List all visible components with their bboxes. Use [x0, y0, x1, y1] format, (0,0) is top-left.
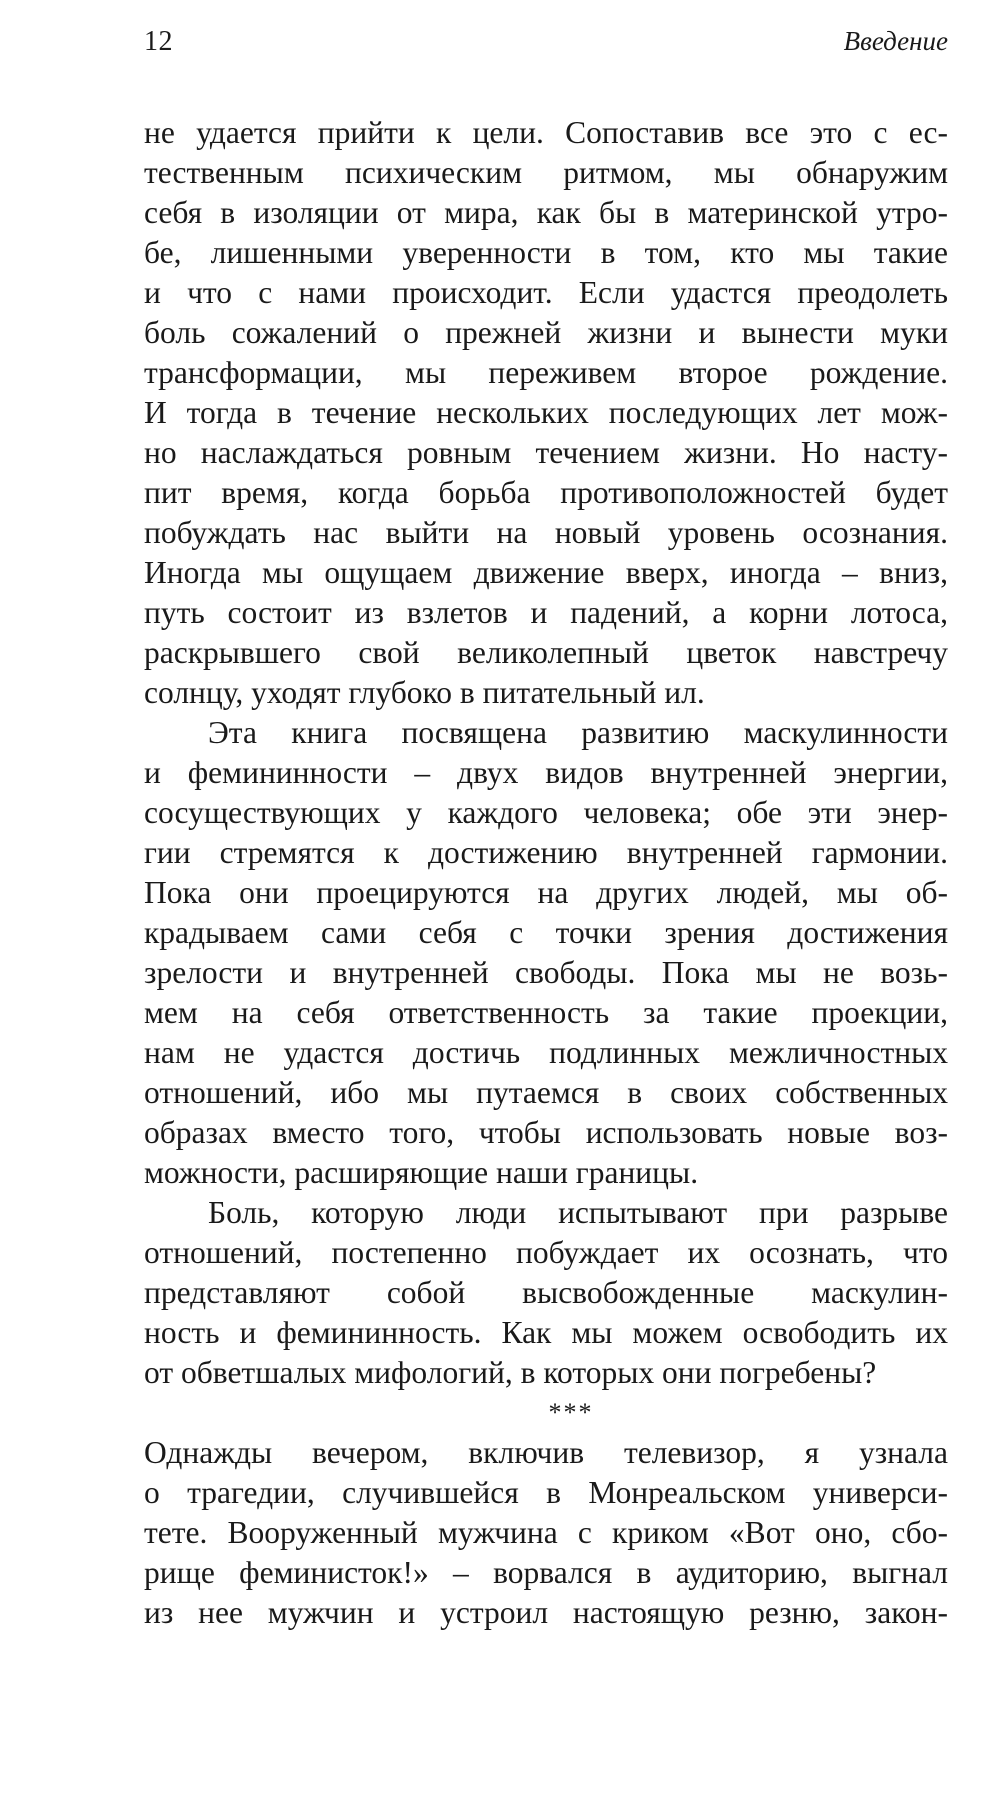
- text-line: рище феминисток!» – ворвался в аудиторию, выгнал: [144, 1555, 948, 1590]
- text-line: и фемининности – двух видов внутренней энергии,: [144, 755, 948, 790]
- paragraph-3: [144, 1193, 948, 1393]
- text-line: раскрывшего свой великолепный цветок навстречу: [144, 635, 948, 670]
- text-line: зрелости и внутренней свободы. Пока мы не возь-: [144, 955, 948, 990]
- text-line: и что с нами происходит. Если удастся преодолеть: [144, 275, 948, 310]
- text-line: нам не удастся достичь подлинных межличностных: [144, 1035, 948, 1070]
- text-line: отношений, постепенно побуждает их осознать, что: [144, 1235, 948, 1270]
- text-line: Пока они проецируются на других людей, мы об-: [144, 875, 948, 910]
- text-line: отношений, ибо мы путаемся в своих собственных: [144, 1075, 948, 1110]
- text-line: боль сожалений о прежней жизни и вынести муки: [144, 315, 948, 350]
- text-line: о трагедии, случившейся в Монреальском универси-: [144, 1475, 948, 1510]
- text-line: Однажды вечером, включив телевизор, я узнала: [144, 1435, 948, 1470]
- text-line: из нее мужчин и устроил настоящую резню, закон-: [144, 1595, 948, 1630]
- section-separator: ***: [548, 1398, 594, 1427]
- text-line: пит время, когда борьба противоположностей будет: [144, 475, 948, 510]
- text-line: мем на себя ответственность за такие проекции,: [144, 995, 948, 1030]
- text-line: ность и фемининность. Как мы можем освободить их: [144, 1315, 948, 1350]
- text-line: можности, расширяющие наши границы.: [144, 1155, 699, 1190]
- text-line: представляют собой высвобожденные маскулин-: [144, 1275, 948, 1310]
- running-head: [144, 26, 948, 66]
- body-text: [144, 113, 948, 1633]
- paragraph-4: [144, 1433, 948, 1633]
- text-line: не удается прийти к цели. Сопоставив все это с ес-: [144, 115, 948, 150]
- text-line: трансформации, мы переживем второе рождение.: [144, 355, 948, 390]
- paragraph-2: [144, 713, 948, 1193]
- text-line: тете. Вооруженный мужчина с криком «Вот оно, сбо-: [144, 1515, 948, 1550]
- text-line: Иногда мы ощущаем движение вверх, иногда – вниз,: [144, 555, 948, 590]
- text-line: солнцу, уходят глубоко в питательный ил.: [144, 675, 705, 710]
- text-line: тественным психическим ритмом, мы обнаружим: [144, 155, 948, 190]
- text-line: себя в изоляции от мира, как бы в материнской утро-: [144, 195, 948, 230]
- text-line: побуждать нас выйти на новый уровень осознания.: [144, 515, 948, 550]
- text-line: но наслаждаться ровным течением жизни. Но насту-: [144, 435, 948, 470]
- text-line: от обветшалых мифологий, в которых они погребены?: [144, 1355, 877, 1390]
- text-line: путь состоит из взлетов и падений, а корни лотоса,: [144, 595, 948, 630]
- text-line: сосуществующих у каждого человека; обе эти энер-: [144, 795, 948, 830]
- text-line: Эта книга посвящена развитию маскулинности: [208, 715, 948, 750]
- text-line: крадываем сами себя с точки зрения достижения: [144, 915, 948, 950]
- page-number: 12: [144, 26, 173, 57]
- text-line: гии стремятся к достижению внутренней гармонии.: [144, 835, 948, 870]
- text-line: И тогда в течение нескольких последующих лет мож-: [144, 395, 948, 430]
- text-line: Боль, которую люди испытывают при разрыве: [208, 1195, 948, 1230]
- text-line: бе, лишенными уверенности в том, кто мы такие: [144, 235, 948, 270]
- paragraph-1: [144, 113, 948, 713]
- section-title: Введение: [843, 26, 948, 56]
- text-line: образах вместо того, чтобы использовать новые воз-: [144, 1115, 948, 1150]
